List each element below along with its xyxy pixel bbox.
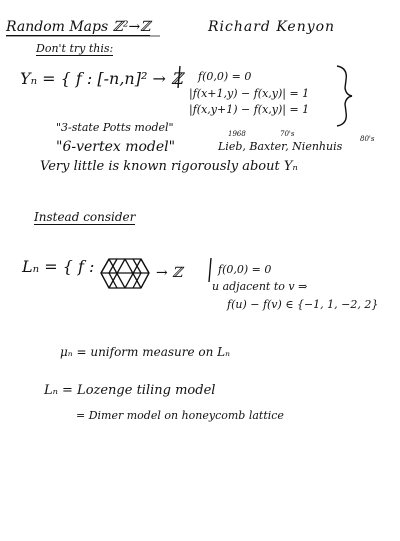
section2-heading: Instead consider <box>34 210 136 224</box>
section1-definition: Yₙ = { f : [-n,n]² → ℤ <box>20 69 183 88</box>
section2-condition-3: f(u) − f(v) ∈ {−1, 1, −2, 2} <box>227 298 379 311</box>
ref-year-baxter: 70's <box>280 130 295 138</box>
section1-condition-3: |f(x,y+1) − f(x,y)| = 1 <box>189 103 310 116</box>
page-title: Random Maps ℤ²→ℤ <box>6 19 151 35</box>
section2-condition-1: f(0,0) = 0 <box>218 263 272 276</box>
model-6-vertex: "6-vertex model" <box>56 139 176 155</box>
section2-arrow: → ℤ <box>156 265 183 281</box>
remark-text: Very little is known rigorously about Yₙ <box>40 159 298 174</box>
section1-condition-1: f(0,0) = 0 <box>198 70 252 83</box>
section2-definition: Lₙ = { f : <box>22 257 95 276</box>
references: Lieb, Baxter, Nienhuis <box>218 140 343 153</box>
ref-year-nienhuis: 80's <box>360 135 375 143</box>
model-potts: "3-state Potts model" <box>56 121 174 134</box>
author-name: Richard Kenyon <box>208 19 336 35</box>
ref-year-lieb: 1968 <box>228 130 246 138</box>
dimer-model: = Dimer model on honeycomb lattice <box>76 409 284 422</box>
section2-condition-2: u adjacent to v ⇒ <box>212 280 308 293</box>
uniform-measure: μₙ = uniform measure on Lₙ <box>60 345 231 359</box>
lozenge-model: Lₙ = Lozenge tiling model <box>44 383 216 398</box>
section1-heading: Don't try this: <box>36 42 114 55</box>
section1-condition-2: |f(x+1,y) − f(x,y)| = 1 <box>189 87 310 100</box>
